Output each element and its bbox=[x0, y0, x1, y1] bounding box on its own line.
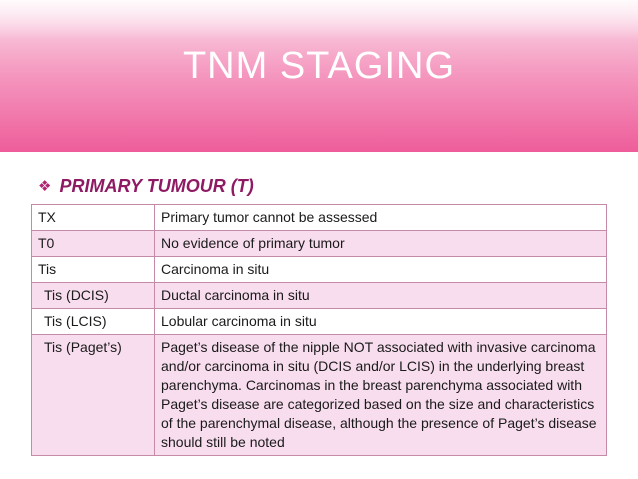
table-row bbox=[32, 231, 607, 257]
stage-description: Paget’s disease of the nipple NOT associated with invasive carcinoma and/or carcinoma in situ (DCIS and/or LCIS) in the underlying breast parenchyma. Carcinomas in the breast parenchyma associated with Paget’s disease are categorized based on the size and characteristics of the parenchymal disease, although the presence of Paget’s disease should still be noted bbox=[155, 335, 607, 456]
table-row bbox=[32, 257, 607, 283]
stage-description: Ductal carcinoma in situ bbox=[155, 283, 607, 309]
section-heading-text: PRIMARY TUMOUR (T) bbox=[59, 176, 254, 196]
table-row bbox=[32, 335, 607, 456]
stage-code: Tis (DCIS) bbox=[32, 283, 155, 309]
stage-code: T0 bbox=[32, 231, 155, 257]
stage-description: No evidence of primary tumor bbox=[155, 231, 607, 257]
stage-description: Carcinoma in situ bbox=[155, 257, 607, 283]
table-row bbox=[32, 283, 607, 309]
diamond-bullet-icon: ❖ bbox=[38, 178, 52, 195]
section-heading bbox=[38, 176, 254, 197]
stage-description: Lobular carcinoma in situ bbox=[155, 309, 607, 335]
table-row bbox=[32, 205, 607, 231]
stage-code: Tis (LCIS) bbox=[32, 309, 155, 335]
stage-code: Tis bbox=[32, 257, 155, 283]
slide-title: TNM STAGING bbox=[182, 45, 456, 87]
stage-code: TX bbox=[32, 205, 155, 231]
banner-shine bbox=[0, 0, 638, 40]
tnm-table bbox=[31, 204, 607, 456]
table-row bbox=[32, 309, 607, 335]
stage-description: Primary tumor cannot be assessed bbox=[155, 205, 607, 231]
stage-code: Tis (Paget’s) bbox=[32, 335, 155, 456]
